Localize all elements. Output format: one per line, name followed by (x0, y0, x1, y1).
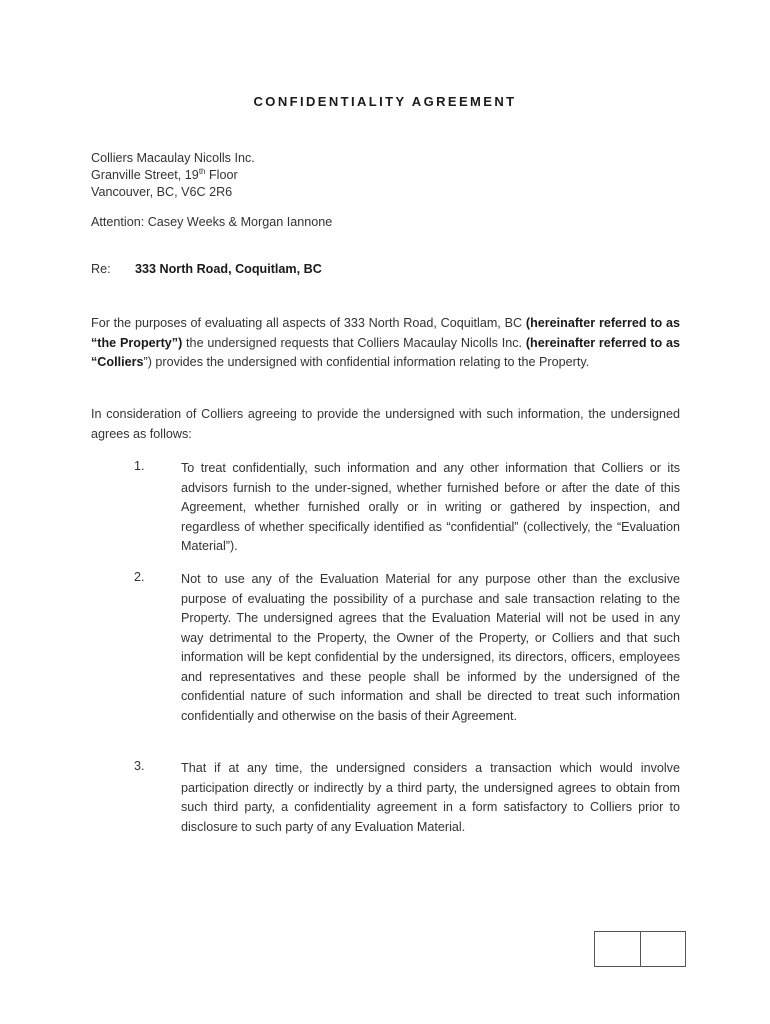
list-item-text: Not to use any of the Evaluation Material for any purpose other than the exclusive purpose of evaluating the possibility of a purchase and sale transaction relating to the Property. The undersigned agrees that the Evaluation Material will not be used in any way detrimental to the Property, the Owner of the Property, or Colliers and that such information will be kept confidential by the undersigned, its directors, officers, employees and representatives and these people shall be informed by the undersigned of the confidential nature of such information and shall be directed to treat such information confidentially and otherwise on the basis of their Agreement. (181, 572, 680, 723)
intro-text-1: For the purposes of evaluating all aspects of 333 North Road, Coquitlam, BC (91, 316, 526, 330)
address-line-street (91, 167, 255, 184)
recipient-address (91, 150, 255, 201)
document-title: CONFIDENTIALITY AGREEMENT (253, 94, 517, 109)
initials-box (594, 931, 686, 967)
re-subject: 333 North Road, Coquitlam, BC (135, 262, 322, 276)
address-line-city: Vancouver, BC, V6C 2R6 (91, 185, 233, 199)
re-line (91, 262, 322, 276)
initials-cell-right[interactable] (640, 932, 686, 966)
list-item-number: 3. (134, 759, 145, 773)
list-item-number: 1. (134, 459, 145, 473)
list-item-text: To treat confidentially, such information and any other information that Colliers or its advisors furnish to the under-signed, whether furnished before or after the date of this Agreement, whether furnished orally or in writing or gathered by inspection, and regardless of whether specifically identified as “confidential” (collectively, the “Evaluation Material”). (181, 461, 680, 553)
attention-line: Attention: Casey Weeks & Morgan Iannone (91, 215, 333, 229)
address-line-company: Colliers Macaulay Nicolls Inc. (91, 151, 255, 165)
consideration-paragraph: In consideration of Colliers agreeing to provide the undersigned with such information, the undersigned agrees as follows: (91, 407, 680, 441)
initials-cell-left[interactable] (595, 932, 640, 966)
intro-bold-property: (hereinafter referred to as “the Property”) (91, 316, 680, 350)
list-item-number: 2. (134, 570, 145, 584)
address-street-text: Granville Street, 19 (91, 168, 199, 182)
re-label: Re: (91, 262, 111, 276)
list-item-text: That if at any time, the undersigned considers a transaction which would involve participation directly or indirectly by a third party, the undersigned agrees to obtain from such third party, a confidentiality agreement in a form satisfactory to Colliers prior to disclosure to such party of any Evaluation Material. (181, 761, 680, 834)
address-floor-text: Floor (205, 168, 238, 182)
intro-bold-colliers: (hereinafter referred to as “Colliers (91, 335, 680, 369)
address-ordinal-suffix: th (198, 166, 206, 176)
intro-paragraph (91, 314, 680, 373)
intro-text-3: ”) provides the undersigned with confidential information relating to the Property. (143, 355, 590, 369)
intro-text-2: the undersigned requests that Colliers Macaulay Nicolls Inc. (182, 335, 526, 350)
